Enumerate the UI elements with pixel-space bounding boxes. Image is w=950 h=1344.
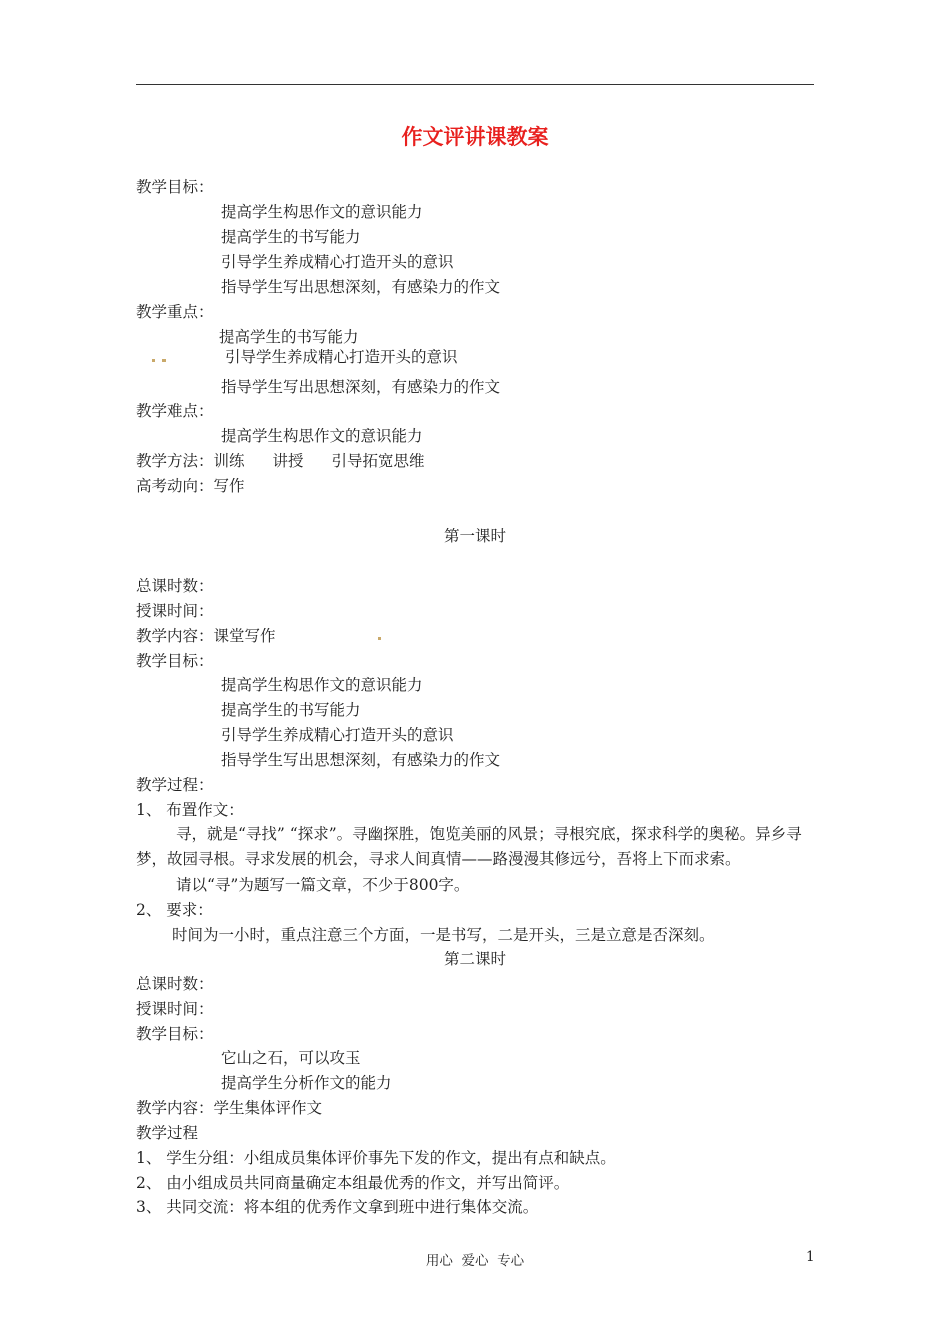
method-item: 讲授 [272, 452, 304, 470]
process-label: 教学过程： [136, 776, 214, 794]
method-item: 训练 [213, 452, 245, 470]
step-label: 2、 要求： [136, 901, 213, 919]
header-rule [136, 84, 814, 85]
process-step: 3、 共同交流：将本组的优秀作文拿到班中进行集体交流。 [136, 1198, 539, 1216]
page-number: 1 [806, 1249, 815, 1265]
objective-item: 指导学生写出思想深刻，有感染力的作文 [221, 751, 501, 769]
method-line [136, 451, 425, 471]
essay-intro: 寻，就是“寻找” “探求”。寻幽探胜，饱览美丽的风景；寻根究底，探求科学的奥秘。异乡寻梦，故园寻根。寻求发展的机会，寻求人间真情——路漫漫其修远兮，吾将上下而求索。 [136, 825, 802, 868]
essay-prompt: 请以“寻”为题写一篇文章，不少于800字。 [176, 876, 470, 894]
content-value: 课堂写作 [213, 627, 276, 645]
objective-item: 提高学生构思作文的意识能力 [221, 676, 423, 694]
content-line [136, 1098, 322, 1118]
total-hours-label: 总课时数： [136, 975, 214, 993]
process-step: 2、 由小组成员共同商量确定本组最优秀的作文，并写出简评。 [136, 1174, 570, 1192]
total-hours-label: 总课时数： [136, 577, 214, 595]
objective-item: 提高学生的书写能力 [221, 228, 361, 246]
objective-item: 提高学生的书写能力 [221, 701, 361, 719]
scan-speck [378, 637, 381, 640]
objective-item: 指导学生写出思想深刻，有感染力的作文 [221, 278, 501, 296]
focus-item: 指导学生写出思想深刻，有感染力的作文 [221, 378, 501, 396]
lesson2-heading: 第二课时 [443, 950, 506, 968]
process-label: 教学过程 [136, 1124, 199, 1142]
focus-item: 提高学生的书写能力 [219, 328, 359, 346]
content-line [136, 626, 276, 646]
footer-motto: 用心 爱心 专心 [425, 1253, 525, 1269]
content-label: 教学内容： [136, 1099, 214, 1117]
method-label: 教学方法： [136, 452, 214, 470]
trend-value: 写作 [213, 477, 245, 495]
objective-label: 教学目标： [136, 178, 214, 196]
scan-speck [162, 359, 166, 362]
teaching-time-label: 授课时间： [136, 1000, 214, 1018]
difficulty-label: 教学难点： [136, 402, 214, 420]
focus-label: 教学重点： [136, 303, 214, 321]
scan-speck [152, 359, 155, 362]
step-label: 1、 布置作文： [136, 801, 244, 819]
lesson1-heading: 第一课时 [443, 527, 506, 545]
content-value: 学生集体评作文 [213, 1099, 323, 1117]
process-step: 1、 学生分组：小组成员集体评价事先下发的作文，提出有点和缺点。 [136, 1149, 616, 1167]
trend-line [136, 476, 245, 496]
objective-item: 提高学生构思作文的意识能力 [221, 203, 423, 221]
focus-item: 引导学生养成精心打造开头的意识 [225, 348, 458, 366]
objective-label: 教学目标： [136, 652, 214, 670]
teaching-time-label: 授课时间： [136, 602, 214, 620]
method-item: 引导拓宽思维 [331, 452, 425, 470]
objective-item: 引导学生养成精心打造开头的意识 [221, 726, 454, 744]
objective-item: 引导学生养成精心打造开头的意识 [221, 253, 454, 271]
trend-label: 高考动向： [136, 477, 214, 495]
page-title: 作文评讲课教案 [401, 124, 549, 149]
objective-item: 提高学生分析作文的能力 [221, 1074, 392, 1092]
difficulty-item: 提高学生构思作文的意识能力 [221, 427, 423, 445]
objective-label: 教学目标： [136, 1025, 214, 1043]
objective-item: 它山之石，可以攻玉 [221, 1049, 361, 1067]
content-label: 教学内容： [136, 627, 214, 645]
requirement-text: 时间为一小时，重点注意三个方面，一是书写，二是开头，三是立意是否深刻。 [172, 926, 715, 944]
